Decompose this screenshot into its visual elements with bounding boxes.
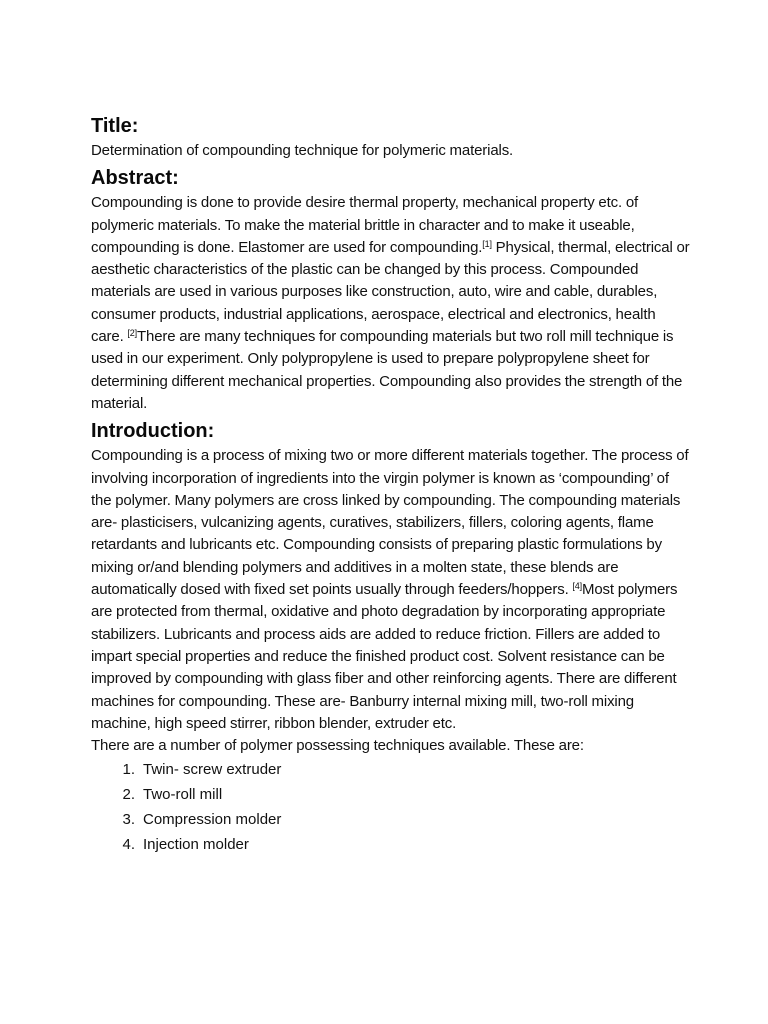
abstract-heading: Abstract:: [91, 167, 179, 190]
introduction-text-2: Most polymers are protected from thermal, oxidative and photo degradation by incorporating appropriate stabilizers. Lubricants and process aids are added to reduce friction. Fillers are added to impart special properties and reduce the finished product cost. Solvent resistance can be improved by compounding with glass fiber and other reinforcing agents. There are different machines for compounding. These are- Banburry internal mixing mill, two-roll mixing machine, high speed stirrer, ribbon blender, extruder etc.: [91, 581, 678, 732]
introduction-text-1: Compounding is a process of mixing two or more different materials together. The process of involving incorporation of ingredients into the virgin polymer is known as ‘compounding’ of the polymer. Many polymers are cross linked by compounding. The compounding materials are- plasticisers, vulcanizing agents, curatives, stabilizers, fillers, coloring agents, flame retardants and lubricants etc. Compounding consists of preparing plastic formulations by mixing or/and blending polymers and additives in a molten state, these blends are automatically dosed with fixed set points usually through feeders/hoppers.: [91, 447, 689, 599]
reference-1: [1]: [482, 238, 492, 249]
abstract-text-3: There are many techniques for compounding materials but two roll mill technique is used in our experiment. Only polypropylene is used to prepare polypropylene sheet for determining different mechanical properties. Compounding also provides the strength of the material.: [91, 328, 683, 412]
abstract-text-1: Compounding is done to provide desire thermal property, mechanical property etc. of polymeric materials. To make the material brittle in character and to make it useable, compounding is done. Elastomer are used for compounding.: [91, 194, 639, 256]
techniques-list: [91, 757, 691, 857]
title-text: Determination of compounding technique for polymeric materials.: [91, 142, 514, 159]
list-item-number: 3.: [122, 811, 135, 829]
list-item-text: Twin- screw extruder: [143, 761, 282, 779]
list-item: [91, 782, 691, 807]
title-heading: Title:: [91, 115, 139, 137]
abstract-paragraph: [91, 192, 691, 415]
list-item-text: Compression molder: [143, 811, 282, 829]
list-item-number: 4.: [122, 836, 135, 854]
list-item-number: 1.: [122, 761, 135, 779]
list-item: [91, 757, 691, 782]
techniques-intro: There are a number of polymer possessing techniques available. These are:: [91, 737, 584, 755]
list-item-text: Two-roll mill: [143, 786, 223, 804]
list-item-number: 2.: [122, 786, 135, 804]
document-page: [91, 112, 691, 857]
abstract-text-2: Physical, thermal, electrical or aesthetic characteristics of the plastic can be changed by this process. Compounded materials are used in various purposes like construction, auto, wire and cable, durables, consumer products, industrial applications, aerospace, electrical and electronics, health care.: [91, 238, 690, 346]
list-item: [91, 832, 691, 857]
reference-4: [4]: [572, 581, 582, 592]
introduction-paragraph: [91, 445, 691, 735]
list-item: [91, 807, 691, 832]
list-item-text: Injection molder: [143, 836, 249, 854]
introduction-heading: Introduction:: [91, 420, 215, 443]
reference-2: [2]: [127, 328, 137, 339]
